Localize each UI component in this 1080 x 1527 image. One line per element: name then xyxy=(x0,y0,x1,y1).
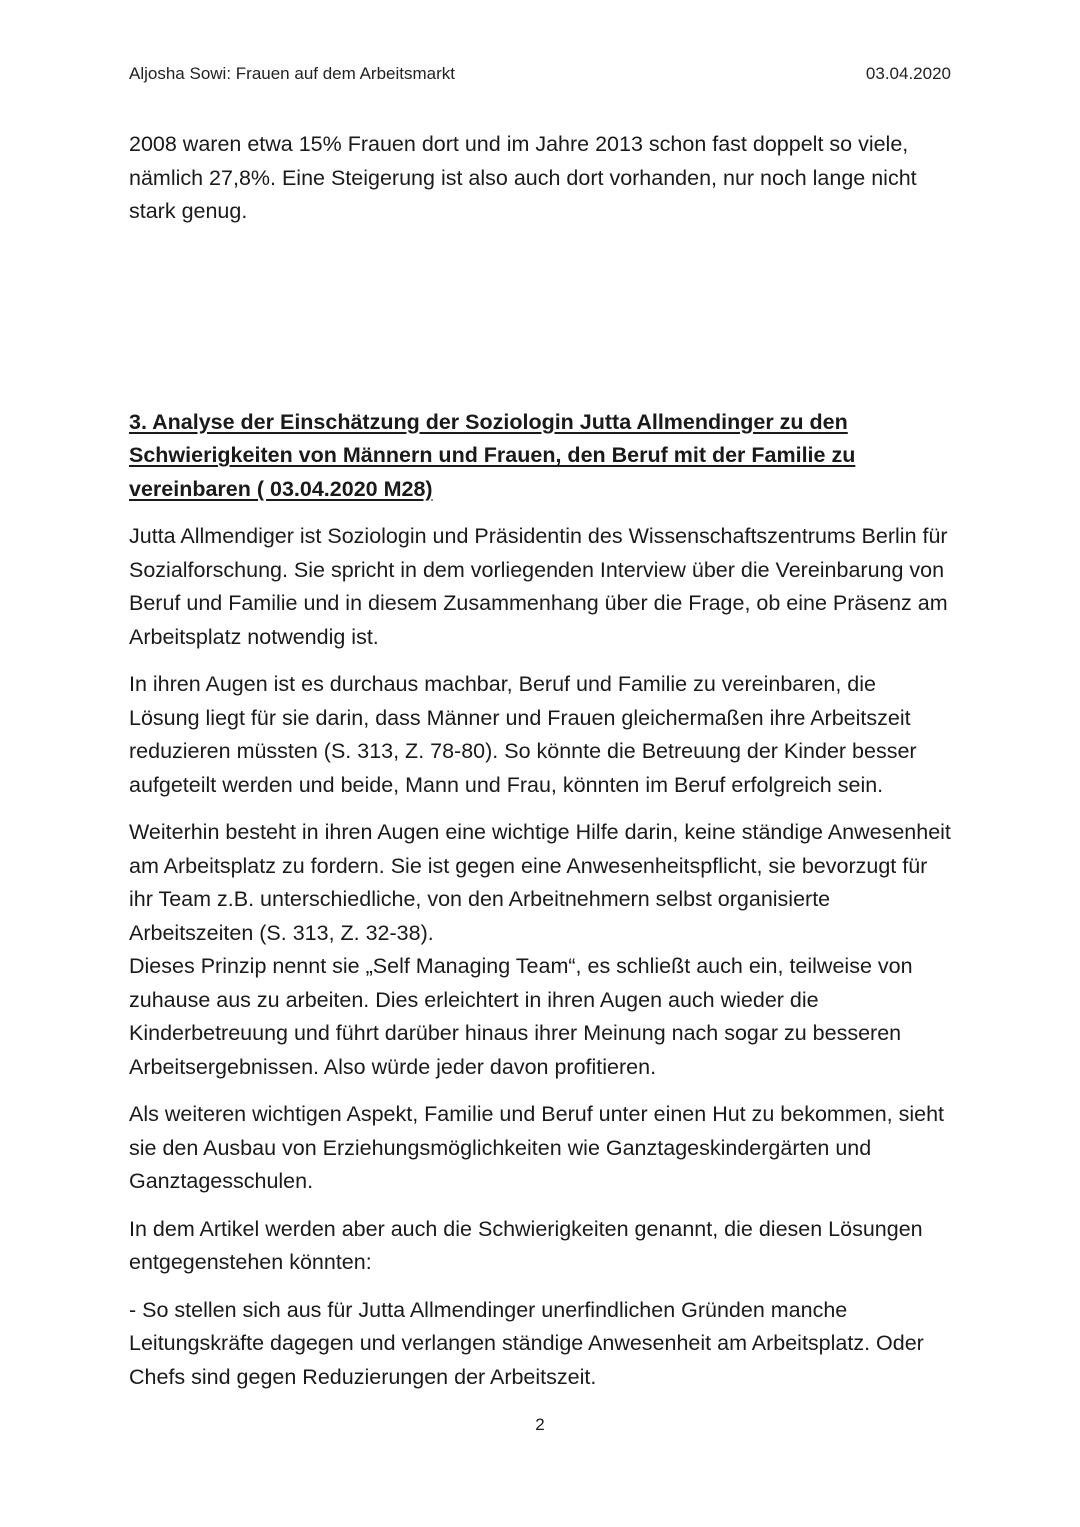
paragraph-intro-allmendinger: Jutta Allmendiger ist Soziologin und Präsidentin des Wissenschaftszentrums Berlin für Sozialforschung. Sie spricht in dem vorliegenden Interview über die Vereinbarung von Beruf und Familie und in diesem Zusammenhang über die Frage, ob eine Präsenz am Arbeitsplatz notwendig ist. xyxy=(129,524,948,649)
paragraph-self-managing-team: Dieses Prinzip nennt sie „Self Managing Team“, es schließt auch ein, teilweise von zuhause aus zu arbeiten. Dies erleichtert in ihren Augen auch wieder die Kinderbetreuung und führt darüber hinaus ihrer Meinung nach sogar zu besseren Arbeitsergebnissen. Also würde jeder davon profitieren. xyxy=(129,954,913,1079)
intro-paragraph: 2008 waren etwa 15% Frauen dort und im Jahre 2013 schon fast doppelt so viele, nämlich 27,8%. Eine Steigerung ist also auch dort vorhanden, nur noch lange nicht stark genug. xyxy=(129,132,917,223)
paragraph-presence: Weiterhin besteht in ihren Augen eine wichtige Hilfe darin, keine ständige Anwesenheit am Arbeitsplatz zu fordern. Sie ist gegen eine Anwesenheitspflicht, sie bevorzugt für ihr Team z.B. unterschiedliche, von den Arbeitnehmern selbst organisierte Arbeitszeiten (S. 313, Z. 32-38). xyxy=(129,820,951,945)
paragraph-difficulties-intro: In dem Artikel werden aber auch die Schwierigkeiten genannt, die diesen Lösungen entgegenstehen könnten: xyxy=(129,1216,923,1274)
page-header xyxy=(129,64,951,88)
spacer xyxy=(129,243,951,406)
page-body xyxy=(129,128,951,1408)
document-date: 03.04.2020 xyxy=(865,64,951,83)
paragraph-difficulty-leaders: - So stellen sich aus für Jutta Allmendinger unerfindlichen Gründen manche Leitungskräfte dagegen und verlangen ständige Anwesenheit am Arbeitsplatz. Oder Chefs sind gegen Reduzierungen der Arbeitszeit. xyxy=(129,1297,924,1389)
section-heading: 3. Analyse der Einschätzung der Soziologin Jutta Allmendinger zu den Schwierigkeiten von Männern und Frauen, den Beruf mit der Familie zu vereinbaren ( 03.04.2020 M28) xyxy=(129,409,856,501)
paragraph-working-time: In ihren Augen ist es durchaus machbar, Beruf und Familie zu vereinbaren, die Lösung liegt für sie darin, dass Männer und Frauen gleichermaßen ihre Arbeitszeit reduzieren müssten (S. 313, Z. 78-80). So könnte die Betreuung der Kinder besser aufgeteilt werden und beide, Mann und Frau, könnten im Beruf erfolgreich sein. xyxy=(129,672,917,797)
paragraph-childcare-expansion: Als weiteren wichtigen Aspekt, Familie und Beruf unter einen Hut zu bekommen, sieht sie den Ausbau von Erziehungsmöglichkeiten wie Ganztageskindergärten und Ganztagesschulen. xyxy=(129,1102,945,1193)
page-number: 2 xyxy=(535,1415,545,1434)
document-title: Aljosha Sowi: Frauen auf dem Arbeitsmarkt xyxy=(129,64,455,83)
